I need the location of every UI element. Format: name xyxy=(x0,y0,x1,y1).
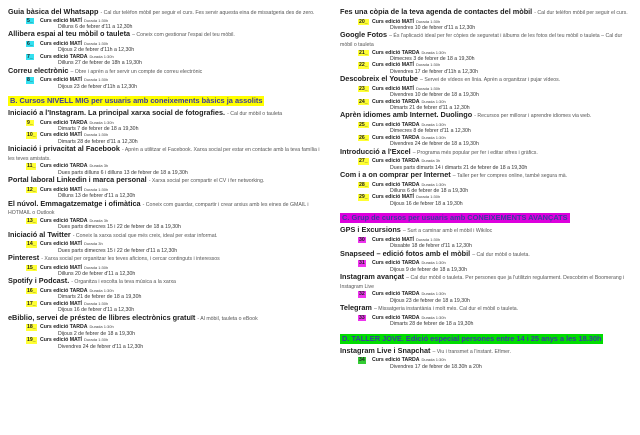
course-edition-label: Curs edició MATÍ xyxy=(40,264,82,271)
course-topic xyxy=(340,75,636,85)
course-duration: Durada 3h xyxy=(421,158,441,164)
course-duration: Durada 1:30h xyxy=(421,357,446,363)
course-date: Dimecres 3 de febrer de 18 a 19,30h xyxy=(390,56,475,62)
course-edition xyxy=(8,54,324,60)
course-edition xyxy=(340,122,636,128)
course-edition-label: Curs edició MATÍ xyxy=(372,85,414,92)
course-edition-label: Curs edició MATÍ xyxy=(40,77,82,84)
topic-title: Instagram avançat xyxy=(340,272,405,282)
topic-description: - Cal dur telèfon mòbil per seguir el curs. xyxy=(534,10,628,16)
topic-description: – Viu i transmet a l'instant. Efímer. xyxy=(432,348,511,355)
course-date: Divendres 24 de febrer de 18 a 19,30h xyxy=(390,141,479,148)
right-column xyxy=(340,8,636,370)
course-duration: Durada 1:30h xyxy=(83,300,109,306)
course-duration: Durada 1:30h xyxy=(83,77,109,83)
course-edition-label: Curs edició TARDA xyxy=(40,217,88,224)
course-edition xyxy=(8,187,324,193)
course-edition-label: Curs edició TARDA xyxy=(372,98,420,105)
course-number: 23_ xyxy=(359,85,368,92)
course-date: Dimecres 8 de febrer d'11 a 12,30h xyxy=(390,128,471,135)
course-date: Dues parts dimarts 14 i dimarts 21 de febrer de 18 a 19,30h xyxy=(390,164,528,171)
course-edition-label: Curs edició TARDA xyxy=(372,260,420,267)
course-number: 27_ xyxy=(359,158,368,165)
course-date: Dijous 2 de febrer d'11h a 12,30h xyxy=(58,47,135,54)
topic-title: Iniciació a l'Instagram. La principal xarxa social de fotografies. xyxy=(8,108,226,118)
course-date: Dijous 2 de febrer de 18 a 19,30h xyxy=(58,330,136,337)
course-edition xyxy=(340,158,636,164)
course-number: 13_ xyxy=(27,217,36,224)
course-topic xyxy=(340,8,636,18)
topic-line xyxy=(8,176,324,186)
topic-line xyxy=(340,226,636,236)
topic-title: Portal laboral Linkedin i marca personal xyxy=(8,175,147,185)
course-topic xyxy=(8,254,324,264)
course-edition xyxy=(8,163,324,169)
course-duration: Durada 1:30h xyxy=(89,288,114,294)
course-edition xyxy=(8,77,324,83)
course-number: 31 xyxy=(359,260,365,267)
course-number: 12_ xyxy=(27,186,36,193)
course-number: 26_ xyxy=(359,134,368,141)
course-duration: Durada 1:30h xyxy=(415,194,441,200)
course-topic xyxy=(340,171,636,181)
course-edition xyxy=(340,357,636,363)
course-date: Dijous 16 de febrer 18 a 19,30h xyxy=(390,200,463,207)
course-duration: Durada 1:30h xyxy=(415,236,441,242)
course-duration: Durada 1:30h xyxy=(415,18,441,24)
course-number: 17_ xyxy=(27,300,36,307)
course-number: 24_ xyxy=(359,98,368,105)
topic-line xyxy=(340,111,636,121)
course-topic xyxy=(8,277,324,287)
course-edition-label: Curs edició MATÍ xyxy=(372,62,414,69)
section-heading-row xyxy=(8,90,324,108)
course-edition-label: Curs edició TARDA xyxy=(372,49,420,56)
course-date: Dijous 23 de febrer d'11h a 12,30h xyxy=(58,83,138,90)
topic-line xyxy=(8,145,324,162)
course-duration: Durada 1:30h xyxy=(421,49,446,55)
course-edition xyxy=(340,182,636,188)
course-duration: Durada 1:30h xyxy=(421,260,446,266)
course-edition xyxy=(340,19,636,25)
topic-line xyxy=(340,75,636,85)
course-number: 14_ xyxy=(27,241,36,248)
topic-title: Iniciació i privacitat al Facebook xyxy=(8,144,120,154)
topic-description: – Programa més popular per fer i editar xifres i gràfics. xyxy=(412,149,538,156)
course-edition-label: Curs edició TARDA xyxy=(372,134,420,141)
course-topic xyxy=(8,109,324,119)
topic-line xyxy=(340,273,636,290)
course-duration: Durada 1:30h xyxy=(89,119,114,125)
course-topic xyxy=(8,67,324,77)
topic-description: - Xarxa social per compartir el CV i fer networking. xyxy=(148,178,265,185)
course-number: 6_ xyxy=(27,41,33,47)
course-duration: Durada 1:30h xyxy=(83,132,109,138)
course-edition xyxy=(8,132,324,138)
course-topic xyxy=(340,31,636,48)
course-number: 25_ xyxy=(359,122,368,129)
course-number: 33 xyxy=(359,314,365,321)
topic-line xyxy=(8,67,324,77)
topic-line xyxy=(8,277,324,287)
section-heading-row xyxy=(340,207,636,225)
topic-line xyxy=(8,254,324,264)
course-edition xyxy=(8,18,324,24)
course-number: 29_ xyxy=(359,194,368,201)
course-date: Dilluns 20 de febrer d'11 a 12,30h xyxy=(58,271,136,278)
course-duration: Durada 1:30h xyxy=(415,62,441,68)
course-topic xyxy=(8,8,324,17)
course-duration: Durada 1:30h xyxy=(421,134,446,140)
course-number: 18_ xyxy=(27,324,36,331)
section-heading-row xyxy=(340,328,636,346)
topic-line xyxy=(8,231,324,241)
course-edition-label: Curs edició TARDA xyxy=(40,324,88,331)
course-date: Divendres 10 de febrer d'11 a 12,30h xyxy=(390,25,476,31)
topic-title: Aprèn idiomes amb Internet. Duolingo xyxy=(340,110,473,120)
course-edition xyxy=(8,120,324,126)
course-duration: Durada 1:30h xyxy=(83,186,109,192)
course-edition-label: Curs edició TARDA xyxy=(372,357,420,364)
course-number: 5_ xyxy=(27,17,33,24)
course-edition-label: Curs edició TARDA xyxy=(40,288,88,295)
course-date: Dimarts 28 de febrer de 18 a 19,30h xyxy=(390,321,474,328)
course-number: 8_ xyxy=(27,77,33,84)
course-edition-label: Curs edició MATÍ xyxy=(372,236,414,243)
topic-description: – Taller per fer compres online, també segura mà. xyxy=(452,173,568,180)
course-topic xyxy=(8,145,324,162)
topic-description: – Obre i aprèn a fer servir un compte de correu electrònic xyxy=(70,68,203,75)
course-edition-label: Curs edició MATÍ xyxy=(40,186,82,193)
course-topic xyxy=(8,200,324,217)
course-topic xyxy=(8,30,324,40)
course-date: Dissabte 18 de febrer d'11 a 12,30h xyxy=(390,243,472,250)
course-duration: Durada 1:30h xyxy=(83,17,109,23)
course-number: 32 xyxy=(359,291,365,298)
course-topic xyxy=(340,347,636,357)
course-number: 7_ xyxy=(27,53,33,60)
topic-title: El núvol. Emmagatzematge i ofimàtica xyxy=(8,198,141,208)
course-date: Dimarts 28 de febrer d'11 a 12,30h xyxy=(58,138,138,145)
course-number: 21_ xyxy=(359,49,368,56)
course-number: 22_ xyxy=(359,62,368,69)
topic-description: – Servei de vídeos en línia. Aprèn a organitzar i pujar vídeos. xyxy=(420,77,561,84)
course-edition xyxy=(340,99,636,105)
course-topic xyxy=(340,226,636,236)
course-edition xyxy=(340,62,636,68)
course-date: Dimarts 21 de febrer d'11 a 12,30h xyxy=(390,105,470,112)
topic-title: Com i a on comprar per Internet xyxy=(340,170,451,180)
section-heading: D. TALLER JOVE. Edició especial persones entre 14 i 25 anys a les 18.30h xyxy=(342,333,602,343)
course-topic xyxy=(340,304,636,314)
topic-title: Pinterest xyxy=(8,253,40,263)
topic-description: – Cal dur mòbil o tauleta. xyxy=(472,251,530,258)
topic-title: Snapseed – edició fotos amb el mòbil xyxy=(340,248,471,258)
topic-description: - Cal dur mòbil o tauleta xyxy=(227,111,283,118)
topic-description: - Organitza i escolta la teva música a la xarxa xyxy=(71,279,176,286)
course-topic xyxy=(340,250,636,260)
course-edition xyxy=(8,265,324,271)
course-edition xyxy=(8,41,324,47)
course-number: 30 xyxy=(359,236,365,243)
course-number: 11_ xyxy=(27,163,36,170)
topic-description: - Cal dur telèfon mòbil per seguir el curs. Fes servir aquesta eina de missatgeria des de zero. xyxy=(100,10,315,16)
course-number: 28_ xyxy=(359,181,368,188)
course-topic xyxy=(340,273,636,290)
topic-title: Spotify i Podcast. xyxy=(8,276,70,286)
course-date: Dilluns 13 de febrer d'11 a 12,30h xyxy=(58,193,136,200)
course-edition-label: Curs edició MATÍ xyxy=(372,194,414,201)
course-edition xyxy=(8,337,324,343)
topic-line xyxy=(340,347,636,357)
topic-title: Correu electrònic xyxy=(8,65,69,75)
topic-title: Telegram xyxy=(340,303,372,313)
course-date: Dilluns 6 de febrer de 18 a 19,30h xyxy=(390,188,469,195)
course-edition-label: Curs edició TARDA xyxy=(372,122,420,129)
course-duration: Durada 1:30h xyxy=(89,324,114,330)
course-edition-label: Curs edició TARDA xyxy=(372,291,420,298)
course-edition xyxy=(340,135,636,141)
course-edition-label: Curs edició TARDA xyxy=(40,163,88,170)
course-edition xyxy=(8,218,324,224)
course-duration: Durada 1:30h xyxy=(83,337,109,343)
course-duration: Durada 1:30h xyxy=(421,98,446,104)
topic-title: Guia bàsica del Whatsapp xyxy=(8,7,99,16)
course-edition-label: Curs edició MATÍ xyxy=(40,241,82,248)
topic-line xyxy=(340,171,636,181)
course-edition xyxy=(340,315,636,321)
topic-description: – És l'aplicació ideal per fer còpies de seguretat i àlbums de les fotos del teu mòbil o tauleta – Cal dur mòbil o tauleta xyxy=(340,33,623,48)
topic-line xyxy=(340,31,636,48)
topic-title: Introducció a l'Excel xyxy=(340,146,411,156)
left-column xyxy=(8,8,324,350)
course-topic xyxy=(8,176,324,186)
course-edition-label: Curs edició MATÍ xyxy=(40,41,82,47)
course-edition-label: Curs edició TARDA xyxy=(40,53,88,60)
course-edition xyxy=(8,301,324,307)
course-edition-label: Curs edició TARDA xyxy=(372,314,420,321)
course-duration: Durada 3h xyxy=(89,217,109,223)
course-edition-label: Curs edició MATÍ xyxy=(40,17,82,24)
topic-title: eBiblio, servei de préstec de llibres electrònics gratuït xyxy=(8,312,196,322)
topic-line xyxy=(8,8,324,17)
course-topic xyxy=(8,314,324,324)
topic-title: Allibera espai al teu mòbil o tauleta xyxy=(8,29,131,39)
course-date: Dilluns 27 de febrer de 18h a 19,30h xyxy=(58,60,142,67)
course-date: Dijous 23 de febrer de 18 a 19,30h xyxy=(390,297,470,304)
topic-line xyxy=(8,30,324,40)
topic-description: - Coneix la xarxa social que més creix, ideal per estar informat. xyxy=(72,232,218,239)
topic-description: - Recursos per millorar i aprendre idiomes via web. xyxy=(474,113,592,120)
course-edition-label: Curs edició MATÍ xyxy=(40,132,82,139)
course-duration: Durada 1:30h xyxy=(83,264,109,270)
topic-line xyxy=(340,8,636,18)
course-number: 16_ xyxy=(27,288,36,295)
course-duration: Durada 1:30h xyxy=(415,85,441,91)
course-date: Dues parts dimecres 15 i 22 de febrer de 18 a 19,30h xyxy=(58,224,181,231)
topic-line xyxy=(340,304,636,314)
topic-description: - Aprèn a utilitzar el Facebook. Xarxa social per estar en contacte amb la teva família i les teves amistats. xyxy=(8,147,320,162)
topic-title: Iniciació al Twitter xyxy=(8,229,71,239)
topic-description: - Xarxa social per organitzar les teves aficions, i cercar continguts i interessos xyxy=(41,256,220,263)
course-edition-label: Curs edició TARDA xyxy=(372,158,420,165)
course-topic xyxy=(340,111,636,121)
topic-description: - Al mòbil, tauleta o eBook xyxy=(197,315,258,322)
topic-line xyxy=(8,200,324,217)
course-date: Divendres 17 de febrer d'11h a 12,30h xyxy=(390,68,478,75)
course-edition-label: Curs edició MATÍ xyxy=(40,300,82,307)
course-edition xyxy=(8,288,324,294)
course-date: Dijous 9 de febrer de 18 a 19,30h xyxy=(390,266,468,273)
course-date: Dimarts 7 de febrer de 18 a 19,30h xyxy=(58,126,139,133)
topic-title: Google Fotos xyxy=(340,30,388,40)
topic-title: GPS i Excursions xyxy=(340,225,401,235)
topic-title: Descobreix el Youtube xyxy=(340,74,418,84)
course-edition-label: Curs edició MATÍ xyxy=(40,337,82,344)
course-number: 9_ xyxy=(27,119,33,126)
course-edition xyxy=(340,291,636,297)
course-duration: Durada 3h xyxy=(83,241,103,247)
topic-description: – Cal dur mòbil o tauleta. Per persones que ja l'utilitzin regularment. Descobrim el Boomerang i Instagram Live xyxy=(340,275,625,290)
course-date: Dilluns 6 de febrer d'11 a 12,30h xyxy=(58,24,133,30)
course-edition xyxy=(8,241,324,247)
topic-line xyxy=(8,314,324,324)
course-edition xyxy=(8,324,324,330)
topic-line xyxy=(340,148,636,158)
course-duration: Durada 1:30h xyxy=(421,314,446,320)
course-duration: Durada 1:30h xyxy=(83,41,109,46)
section-heading: B. Cursos NIVELL MIG per usuaris amb coneixements bàsics ja assolits xyxy=(10,96,263,106)
topic-description: – Coneix com gestionar l'espai del teu mòbil. xyxy=(132,32,235,39)
topic-description: - Coneix com guardar, compartir i crear arxius amb les eines de GMAIL i HOTMAIL o Outlook xyxy=(8,201,309,217)
course-date: Dues parts dimecres 15 i 22 de febrer d'11 a 12,30h xyxy=(58,247,178,254)
course-edition-label: Curs edició TARDA xyxy=(372,181,420,188)
course-date: Divendres 24 de febrer d'11 a 12,30h xyxy=(58,343,144,350)
course-edition-label: Curs edició MATÍ xyxy=(372,18,414,25)
course-edition xyxy=(340,86,636,92)
course-edition-label: Curs edició TARDA xyxy=(40,119,88,126)
section-heading: C. Grup de cursos per usuaris amb CONEIXEMENTS AVANÇATS xyxy=(342,213,568,223)
course-date: Dijous 16 de febrer d'11 a 12,30h xyxy=(58,307,135,314)
topic-title: Instagram Live i Snapchat xyxy=(340,345,431,355)
course-date: Dues parts dilluns 6 i dilluns 13 de febrer de 18 a 19,30h xyxy=(58,169,188,176)
course-topic xyxy=(8,231,324,241)
course-date: Divendres 17 de febrer de 18.30h a 20h xyxy=(390,363,482,370)
course-edition xyxy=(340,237,636,243)
topic-line xyxy=(340,250,636,260)
topic-description: – Surt a caminar amb el mòbil i Wikiloc xyxy=(402,228,493,235)
course-number: 19_ xyxy=(27,337,36,344)
course-duration: Durada 1:30h xyxy=(421,291,446,297)
topic-description: – Missatgeria instantània i molt més. Cal dur el mòbil o tauleta. xyxy=(373,306,519,313)
course-duration: Durada 1:30h xyxy=(421,181,446,187)
course-number: 20_ xyxy=(359,18,368,25)
topic-title: Fes una còpia de la teva agenda de contactes del mòbil xyxy=(340,7,533,16)
course-edition xyxy=(340,260,636,266)
course-number: 34 xyxy=(359,357,365,364)
course-edition xyxy=(340,50,636,56)
topic-line xyxy=(8,109,324,119)
course-duration: Durada 3h xyxy=(89,163,109,169)
course-date: Dimarts 21 de febrer de 18 a 19,30h xyxy=(58,294,142,301)
course-topic xyxy=(340,148,636,158)
course-edition xyxy=(340,194,636,200)
course-number: 15_ xyxy=(27,264,36,271)
course-duration: Durada 1:30h xyxy=(421,122,446,128)
course-duration: Durada 1:30h xyxy=(89,53,114,59)
course-date: Divendres 10 de febrer de 18 a 19,30h xyxy=(390,92,479,99)
course-number: 10_ xyxy=(27,132,36,139)
